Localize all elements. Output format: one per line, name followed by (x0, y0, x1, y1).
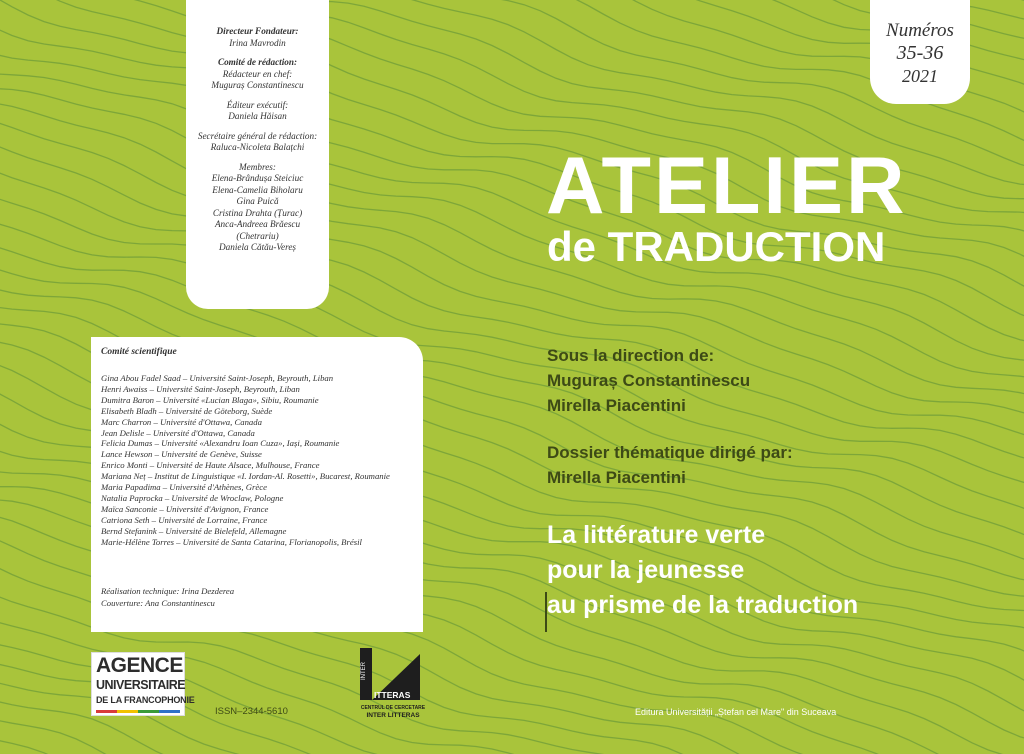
scientific-committee-list (101, 373, 390, 548)
issue-label: Numéros (886, 20, 954, 41)
auf-logo-line: UNIVERSITAIRE (96, 678, 186, 692)
il-logo-name: ITTERAS (374, 690, 411, 700)
members-role: Membres: (239, 161, 276, 172)
issue-theme (547, 518, 858, 623)
committee-member: Natalia Paprocka – Université de Wroclaw, Pologne (101, 492, 284, 503)
founder-name: Irina Mavrodin (229, 37, 286, 48)
committee-role: Comité de rédaction: (217, 57, 298, 67)
il-logo-caption: CENTRUL DE CERCETARE (360, 705, 426, 711)
committee-member: Catriona Seth – Université de Lorraine, France (101, 514, 268, 525)
direction-label: Sous la direction de: (547, 346, 715, 365)
scientific-committee-panel (91, 337, 423, 632)
theme-line: au prisme de la traduction (547, 591, 859, 619)
auf-color-bar (96, 710, 180, 713)
auf-logo-line: DE LA FRANCOPHONIE (96, 695, 195, 705)
technical-credit: Réalisation technique: Irina Dezderea (101, 586, 235, 596)
cover-credit: Couverture: Ana Constantinescu (101, 597, 215, 608)
secretary-name: Raluca-Nicoleta Balațchi (210, 142, 305, 152)
committee-member: Mariana Neț – Institut de Linguistique «I. Iordan-Al. Rosetti», Bucarest, Roumanie (101, 471, 390, 482)
inter-litteras-logo (358, 648, 428, 720)
issue-info (870, 19, 970, 87)
committee-member: Dumitra Baron – Université «Lucian Blaga», Sibiu, Roumanie (101, 394, 319, 405)
exec-name: Daniela Hăisan (228, 111, 287, 121)
committee-member: Maria Papadima – Université d'Athènes, Grèce (101, 482, 267, 493)
exec-role: Éditeur exécutif: (226, 99, 289, 110)
committee-member: Marc Charron – Université d'Ottawa, Canada (101, 416, 262, 427)
committee-member: Elisabeth Bladh – Université de Göteborg, Suède (101, 405, 273, 416)
issue-year: 2021 (902, 66, 938, 86)
secretary-role: Secrétaire général de rédaction: (197, 130, 318, 141)
auf-logo (91, 652, 195, 716)
committee-member: Henri Awaiss – Université Saint-Joseph, Beyrouth, Liban (101, 383, 300, 394)
committee-member: Gina Abou Fadel Saad – Université Saint-Joseph, Beyrouth, Liban (101, 373, 334, 383)
editor-name: Mirella Piacentini (547, 396, 686, 415)
founder-role: Directeur Fondateur: (216, 26, 299, 36)
journal-subtitle: de TRADUCTION (547, 223, 886, 270)
member-name: Cristina Drahta (Țurac) (212, 207, 303, 218)
member-name: (Chetrariu) (236, 230, 279, 241)
member-name: Elena-Camelia Biholaru (212, 184, 303, 195)
committee-member: Jean Delisle – Université d'Ottawa, Canada (101, 427, 255, 438)
editorial-board (186, 26, 329, 262)
issue-numbers: 35-36 (896, 42, 944, 64)
committee-member: Bernd Stefanink – Université de Bielefeld, Allemagne (101, 525, 287, 536)
committee-member: Lance Hewson – Université de Genève, Suisse (101, 449, 262, 460)
committee-member: Felicia Dumas – Université «Alexandru Ioan Cuza», Iași, Roumanie (101, 438, 340, 449)
theme-line: pour la jeunesse (547, 556, 745, 584)
chief-role: Rédacteur en chef: (222, 68, 293, 79)
editorial-board-panel (186, 0, 329, 309)
auf-logo-line: AGENCE (96, 654, 183, 677)
scientific-committee-title: Comité scientifique (101, 347, 177, 357)
il-logo-caption: INTER LITTERAS (366, 712, 420, 719)
journal-title: ATELIER (546, 141, 908, 231)
chief-name: Muguraș Constantinescu (211, 80, 304, 90)
committee-member: Enrico Monti – Université de Haute Alsace, Mulhouse, France (101, 460, 320, 471)
committee-member: Maïca Sanconie – Université d'Avignon, France (101, 503, 269, 514)
member-name: Anca-Andreea Brăescu (214, 219, 301, 229)
dossier-editor: Mirella Piacentini (547, 468, 686, 487)
theme-line: La littérature verte (547, 521, 766, 549)
member-name: Elena-Brândușa Steiciuc (211, 173, 304, 183)
committee-member: Marie-Hélène Torres – Université de Santa Catarina, Florianopolis, Brésil (101, 536, 362, 547)
text-cursor (545, 592, 547, 632)
issue-tab (870, 0, 970, 104)
editor-name: Muguraș Constantinescu (547, 371, 751, 390)
issn: ISSN–2344-5610 (215, 706, 288, 717)
member-name: Gina Puică (236, 196, 279, 206)
credits (101, 586, 234, 609)
publisher: Editura Universității „Ștefan cel Mare" din Suceava (635, 707, 837, 717)
dossier-label: Dossier thématique dirigé par: (547, 443, 793, 462)
il-logo-prefix: INTER (361, 662, 367, 680)
member-name: Daniela Cătău-Vereș (219, 242, 296, 252)
